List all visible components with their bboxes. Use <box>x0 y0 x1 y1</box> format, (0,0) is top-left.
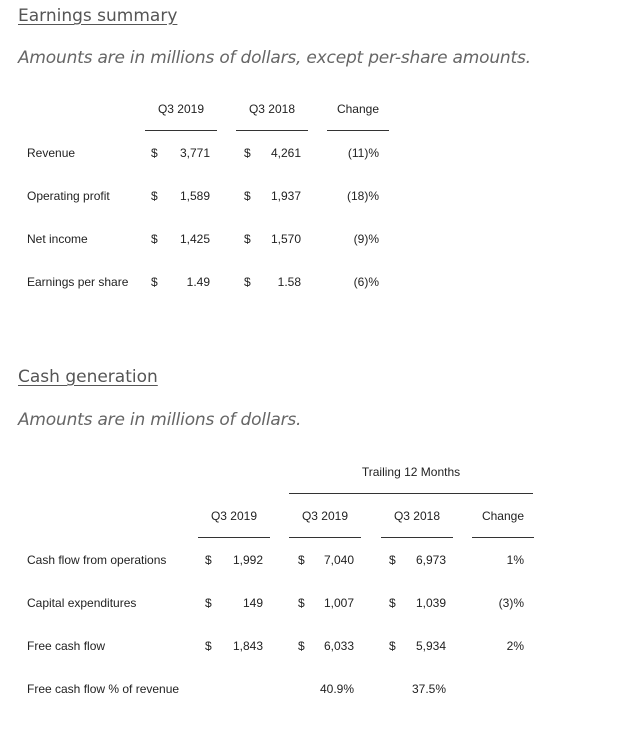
change-value: (3)% <box>498 596 524 610</box>
change-value: (6)% <box>353 275 379 289</box>
currency-symbol: $ <box>298 639 305 653</box>
currency-symbol: $ <box>205 553 212 567</box>
ttm-q3-2019-value: 6,033 <box>323 639 354 653</box>
currency-symbol: $ <box>244 146 251 160</box>
row-label: Net income <box>27 232 88 246</box>
ttm-q3-2019-value: 7,040 <box>323 553 354 567</box>
q3-2019-value: 1,425 <box>179 232 210 246</box>
earnings-header-q3-2019: Q3 2019 <box>157 102 205 116</box>
change-value: (11)% <box>347 146 379 160</box>
ttm-q3-2019-value: 40.9% <box>319 682 354 696</box>
earnings-summary-title: Earnings summary <box>18 6 178 26</box>
q3-2018-value: 1,937 <box>270 189 301 203</box>
change-value: 1% <box>506 553 524 567</box>
q3-2018-value: 1,570 <box>270 232 301 246</box>
cash-header-rule <box>198 537 270 538</box>
row-label: Free cash flow <box>27 639 106 653</box>
currency-symbol: $ <box>151 275 158 289</box>
q3-2018-value: 4,261 <box>270 146 301 160</box>
cash-header-change: Change <box>481 509 525 523</box>
ttm-q3-2018-value: 6,973 <box>415 553 446 567</box>
row-label: Revenue <box>27 146 76 160</box>
currency-symbol: $ <box>298 596 305 610</box>
earnings-header-rule <box>327 130 389 131</box>
q3-2019-value: 3,771 <box>179 146 210 160</box>
change-value: (18)% <box>346 189 379 203</box>
change-value: 2% <box>506 639 524 653</box>
ttm-q3-2018-value: 1,039 <box>415 596 446 610</box>
ttm-q3-2018-value: 37.5% <box>411 682 446 696</box>
currency-symbol: $ <box>244 275 251 289</box>
currency-symbol: $ <box>298 553 305 567</box>
earnings-header-q3-2018: Q3 2018 <box>248 102 296 116</box>
cash-generation-subtitle: Amounts are in millions of dollars. <box>18 410 302 430</box>
currency-symbol: $ <box>389 553 396 567</box>
cash-header-ttm-q3-2019: Q3 2019 <box>301 509 349 523</box>
earnings-header-change: Change <box>336 102 380 116</box>
q3-2019-value: 1.49 <box>186 275 210 289</box>
group-header-rule <box>289 493 533 494</box>
q3-2019-value: 149 <box>242 596 263 610</box>
row-label: Free cash flow % of revenue <box>27 682 180 696</box>
earnings-header-rule <box>236 130 308 131</box>
q3-2019-value: 1,589 <box>179 189 210 203</box>
earnings-header-rule <box>145 130 217 131</box>
row-label: Capital expenditures <box>27 596 137 610</box>
currency-symbol: $ <box>151 189 158 203</box>
ttm-q3-2018-value: 5,934 <box>415 639 446 653</box>
q3-2018-value: 1.58 <box>277 275 301 289</box>
cash-header-rule <box>472 537 534 538</box>
currency-symbol: $ <box>244 232 251 246</box>
cash-header-rule <box>289 537 361 538</box>
row-label: Cash flow from operations <box>27 553 167 567</box>
row-label: Earnings per share <box>27 275 129 289</box>
currency-symbol: $ <box>389 639 396 653</box>
currency-symbol: $ <box>205 639 212 653</box>
row-label: Operating profit <box>27 189 110 203</box>
cash-generation-title: Cash generation <box>18 367 158 387</box>
trailing-12-months-header: Trailing 12 Months <box>361 465 461 479</box>
currency-symbol: $ <box>389 596 396 610</box>
cash-header-rule <box>381 537 453 538</box>
currency-symbol: $ <box>151 146 158 160</box>
currency-symbol: $ <box>205 596 212 610</box>
ttm-q3-2019-value: 1,007 <box>323 596 354 610</box>
cash-header-ttm-q3-2018: Q3 2018 <box>393 509 441 523</box>
q3-2019-value: 1,992 <box>232 553 263 567</box>
currency-symbol: $ <box>151 232 158 246</box>
q3-2019-value: 1,843 <box>232 639 263 653</box>
currency-symbol: $ <box>244 189 251 203</box>
earnings-summary-subtitle: Amounts are in millions of dollars, except per-share amounts. <box>18 48 531 68</box>
cash-header-q3-2019: Q3 2019 <box>210 509 258 523</box>
change-value: (9)% <box>353 232 379 246</box>
